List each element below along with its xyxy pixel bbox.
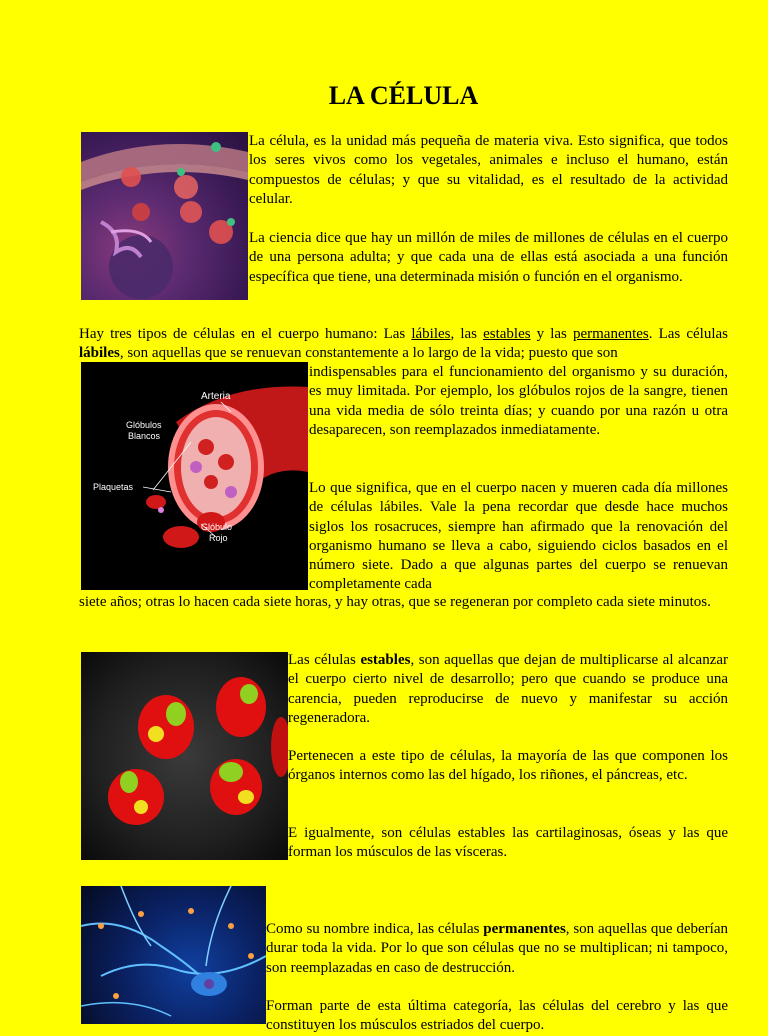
labiles-paragraph-2-tail: siete años; otras lo hacen cada siete horas, y hay otras, que se regeneran por completo cada siete minutos.	[79, 594, 711, 610]
labiles-paragraph-2: Lo que significa, que en el cuerpo nacen y mueren cada día millones de células lábiles. Vale la pena recordar que desde hace muchos siglos los rosacruces, siempre han afirmado que la renovación del organismo humano se lleva a cabo, siguiendo ciclos basados en el número siete. Dado a que algunas partes del cuerpo se renuevan completamente cada	[309, 480, 728, 593]
estables-bold: estables	[360, 652, 411, 668]
types-text-d: . Las	[648, 326, 681, 342]
types-text-a: Hay tres tipos de células en el cuerpo humano: Las	[79, 326, 406, 342]
labiles-link[interactable]: lábiles	[411, 326, 451, 342]
permanentes-post: , son aquellas que deberían durar toda la vida. Por lo que son células que no se multiplican; ni tampoco, son reemplazadas en caso de destrucción.	[266, 921, 728, 976]
label-globulo-rojo-2: Rojo	[209, 533, 228, 543]
label-globulos-blancos-1: Glóbulos	[126, 420, 162, 430]
label-arteria: Arteria	[201, 391, 231, 402]
estables-pre: Las células	[288, 652, 356, 668]
blood-vessel-drawing	[81, 362, 308, 590]
estables-post: , son aquellas que dejan de multiplicarse al alcanzar el cuerpo cierto nivel de desarrollo; pero que cuando se produce una carencia, pueden reproducirse de nuevo y manifestar su acción regeneradora.	[288, 652, 729, 726]
types-text-c: y las	[536, 326, 567, 342]
label-globulos-blancos-2: Blancos	[128, 431, 161, 441]
permanentes-link[interactable]: permanentes	[572, 326, 649, 342]
types-paragraph	[79, 325, 728, 364]
intro-paragraph-1: La célula, es la unidad más pequeña de materia viva. Esto significa, que todos los seres vivos como los vegetales, animales e incluso el humano, están compuestos de células; y que su vitalidad, es el resultado de la actividad celular.	[249, 133, 728, 207]
blood-vessel-illustration	[81, 362, 308, 590]
labiles-paragraph-1: indispensables para el funcionamiento del organismo y su duración, es muy limitada. Por ejemplo, los glóbulos rojos de la sangre, tienen una vida media de sólo treinta días; y cuando por una razón u otra desaparecen, son reemplazados inmediatamente.	[309, 364, 728, 438]
estables-paragraph-1	[288, 651, 728, 728]
estables-link[interactable]: estables	[483, 326, 531, 342]
stable-cells-micrograph	[81, 652, 288, 860]
cell-drawing	[81, 132, 248, 300]
estables-paragraph-3: E igualmente, son células estables las cartilaginosas, óseas y las que forman los músculos de las vísceras.	[288, 825, 728, 861]
types-text-f: , son aquellas que se renuevan constantemente a lo largo de la vida; puesto que son	[119, 345, 618, 362]
neuron-drawing	[81, 886, 266, 1024]
intro-paragraph-2: La ciencia dice que hay un millón de miles de millones de células en el cuerpo de una persona adulta; y que cada una de ellas está asociada a una función específica que tiene, una determinada misión o función en el organismo.	[249, 230, 728, 285]
permanentes-pre: Como su nombre indica, las células	[266, 921, 480, 937]
types-text-e: células	[686, 326, 728, 342]
label-plaquetas: Plaquetas	[93, 482, 134, 492]
permanentes-paragraph-2: Forman parte de esta última categoría, las células del cerebro y las que constituyen los músculos estriados del cuerpo.	[266, 998, 728, 1034]
labiles-bold: lábiles	[79, 345, 120, 362]
estables-paragraph-2: Pertenecen a este tipo de células, la mayoría de las que componen los órganos internos como las del hígado, los riñones, el páncreas, etc.	[288, 748, 728, 784]
page-title: LA CÉLULA	[328, 81, 479, 110]
types-text-b: , las	[450, 326, 477, 342]
label-globulo-rojo-1: Glóbulo	[201, 522, 233, 532]
permanentes-bold: permanentes	[483, 921, 566, 937]
neuron-illustration	[81, 886, 266, 1024]
micrograph-drawing	[81, 652, 288, 860]
cell-illustration	[81, 132, 248, 300]
permanentes-paragraph-1	[266, 920, 728, 978]
